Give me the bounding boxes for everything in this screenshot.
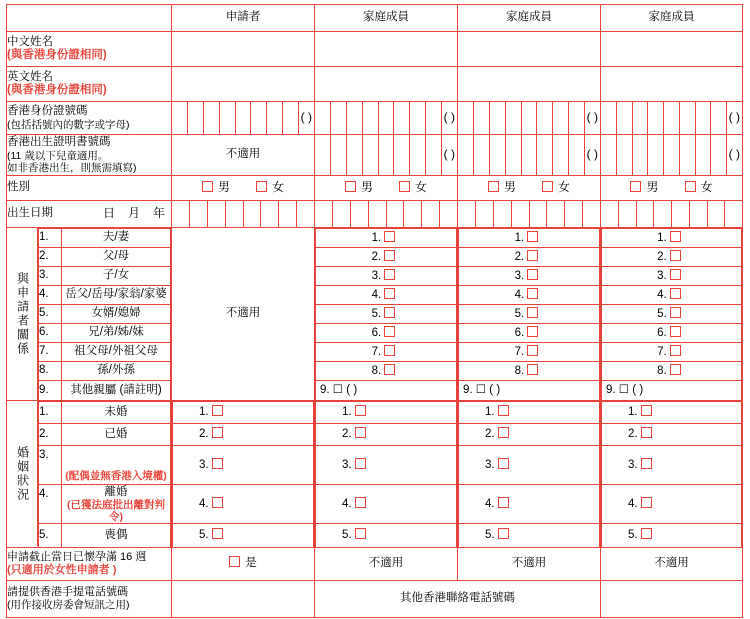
checkbox-icon[interactable] [384, 231, 395, 242]
english-name-line2: (與香港身份證相同) [7, 84, 107, 96]
label-pregnancy [7, 547, 172, 580]
pregnancy-line1: 申請截止當日已懷孕滿 16 週 [7, 550, 147, 563]
row-hkid [7, 102, 743, 135]
household-members-table [6, 4, 743, 618]
mobile-line1: 請提供香港手提電話號碼 [7, 586, 128, 599]
pregnancy-member1-na: 不適用 [315, 547, 458, 580]
english-name-member1-input[interactable] [315, 67, 458, 102]
english-name-applicant-input[interactable] [172, 67, 315, 102]
checkbox-icon[interactable] [384, 307, 395, 318]
other-contact-label: 其他香港聯絡電話號碼 [315, 580, 601, 617]
checkbox-icon[interactable] [212, 497, 223, 508]
row-pregnancy [7, 547, 743, 580]
relationship-item: 2. 父/母 [39, 248, 171, 267]
chinese-name-member1-input[interactable] [315, 32, 458, 67]
label-dob [7, 201, 172, 228]
sex-member1-female[interactable]: 女 [399, 181, 427, 195]
relationship-item: 7. 祖父母/外祖父母 [39, 343, 171, 362]
hkid-member3-input[interactable] [601, 102, 743, 135]
label-mobile-phone [7, 580, 172, 617]
chinese-name-line1: 中文姓名 [7, 35, 53, 48]
checkbox-icon[interactable] [670, 326, 681, 337]
birth-cert-member2-checkdigit: ( ) [586, 147, 598, 162]
checkbox-icon[interactable] [355, 458, 366, 469]
checkbox-icon[interactable] [670, 345, 681, 356]
relationship-item: 8. 孫/外孫 [39, 362, 171, 381]
row-relationship [7, 228, 743, 401]
checkbox-icon[interactable] [670, 231, 681, 242]
relationship-item: 4. 岳父/岳母/家翁/家婆 [39, 286, 171, 305]
checkbox-icon[interactable] [498, 528, 509, 539]
checkbox-icon[interactable] [542, 181, 553, 192]
marital-member3-options[interactable]: 1. 2. 3. 4. 5. [601, 401, 743, 548]
table-header-row [7, 5, 743, 32]
pregnancy-member3-na: 不適用 [601, 547, 743, 580]
checkbox-icon[interactable] [384, 288, 395, 299]
row-english-name [7, 67, 743, 102]
sex-applicant[interactable] [172, 176, 315, 201]
row-mobile-phone [7, 580, 743, 617]
relationship-member3-other[interactable]: 9. ☐ ( ) [602, 381, 742, 400]
hkid-line2: (包括括號內的數字或字母) [7, 118, 130, 131]
label-birth-cert [7, 135, 172, 176]
marital-applicant-options[interactable]: 1. 2. 3. 4. 5. [172, 401, 315, 548]
relationship-member2-options[interactable]: 1. 2. 3. 4. 5. 6. 7. 8. 9. ☐ ( ) [458, 228, 601, 401]
checkbox-icon[interactable] [384, 345, 395, 356]
dob-member2-input[interactable] [458, 201, 601, 228]
relationship-member1-other[interactable]: 9. ☐ ( ) [316, 381, 457, 400]
checkbox-icon[interactable] [527, 250, 538, 261]
hkid-member1-checkdigit: ( ) [443, 110, 455, 125]
hkid-member3-checkdigit: ( ) [728, 110, 740, 125]
dob-member1-input[interactable] [315, 201, 458, 228]
checkbox-icon[interactable] [384, 326, 395, 337]
checkbox-icon[interactable] [488, 181, 499, 192]
checkbox-icon[interactable] [685, 181, 696, 192]
sex-member1-male[interactable]: 男 [345, 181, 373, 195]
chinese-name-line2: (與香港身份證相同) [7, 49, 107, 61]
dob-unit-day: 日 [102, 206, 115, 221]
checkbox-icon[interactable] [384, 269, 395, 280]
checkbox-icon[interactable] [670, 269, 681, 280]
checkbox-icon[interactable] [527, 307, 538, 318]
mobile-phone-input[interactable] [172, 580, 315, 617]
checkbox-icon[interactable] [527, 288, 538, 299]
birth-cert-member2-input[interactable] [458, 135, 601, 176]
relationship-item: 5. 女婿/媳婦 [39, 305, 171, 324]
sex-applicant-male[interactable]: 男 [202, 181, 230, 195]
hkid-member2-checkdigit: ( ) [586, 110, 598, 125]
checkbox-icon[interactable] [498, 427, 509, 438]
english-name-member2-input[interactable] [458, 67, 601, 102]
header-member-2: 家庭成員 [458, 5, 601, 32]
checkbox-icon[interactable] [355, 497, 366, 508]
marital-member1-options[interactable]: 1. 2. 3. 4. 5. [315, 401, 458, 548]
relationship-item: 6. 兄/弟/姊/妹 [39, 324, 171, 343]
row-chinese-name [7, 32, 743, 67]
label-relationship-cell [7, 228, 172, 401]
checkbox-icon[interactable] [527, 231, 538, 242]
birth-cert-line3: 如非香港出生，則無需填寫) [7, 161, 137, 174]
label-sex: 性別 [7, 176, 172, 201]
checkbox-icon[interactable] [670, 307, 681, 318]
hkid-applicant-input[interactable] [172, 102, 315, 135]
checkbox-icon[interactable] [399, 181, 410, 192]
sex-member3[interactable] [601, 176, 743, 201]
birth-cert-member3-checkdigit: ( ) [728, 147, 740, 162]
sex-member1[interactable] [315, 176, 458, 201]
header-blank [7, 5, 172, 32]
checkbox-icon[interactable] [670, 250, 681, 261]
relationship-applicant-na: 不適用 [172, 228, 315, 401]
checkbox-icon[interactable] [527, 345, 538, 356]
english-name-line1: 英文姓名 [7, 70, 53, 83]
birth-cert-member3-input[interactable] [601, 135, 743, 176]
dob-label-text: 出生日期 [7, 207, 53, 220]
other-contact-input[interactable] [601, 580, 743, 617]
dob-member3-input[interactable] [601, 201, 743, 228]
checkbox-icon[interactable] [345, 181, 356, 192]
checkbox-icon[interactable] [641, 458, 652, 469]
header-member-3: 家庭成員 [601, 5, 743, 32]
hkid-member2-input[interactable] [458, 102, 601, 135]
checkbox-icon[interactable] [641, 427, 652, 438]
sex-member3-female[interactable]: 女 [685, 181, 713, 195]
birth-cert-member1-checkdigit: ( ) [443, 147, 455, 162]
label-chinese-name [7, 32, 172, 67]
checkbox-icon[interactable] [212, 427, 223, 438]
checkbox-icon[interactable] [527, 269, 538, 280]
checkbox-icon[interactable] [527, 364, 538, 375]
dob-applicant-input[interactable] [172, 201, 315, 228]
checkbox-icon[interactable] [212, 528, 223, 539]
label-english-name [7, 67, 172, 102]
checkbox-icon[interactable] [670, 364, 681, 375]
checkbox-icon[interactable] [384, 364, 395, 375]
row-marital-status [7, 401, 743, 548]
dob-unit-month: 月 [127, 206, 140, 221]
birth-cert-line1: 香港出生證明書號碼 [7, 136, 111, 149]
marital-vertical-label: 婚姻狀況 [7, 401, 38, 546]
checkbox-icon[interactable] [641, 405, 652, 416]
chinese-name-applicant-input[interactable] [172, 32, 315, 67]
checkbox-icon[interactable] [670, 288, 681, 299]
relationship-item: 1. 夫/妻 [39, 229, 171, 248]
checkbox-icon[interactable] [498, 458, 509, 469]
hkid-line1: 香港身份證號碼 [7, 105, 88, 118]
hkid-member1-input[interactable] [315, 102, 458, 135]
row-sex [7, 176, 743, 201]
pregnancy-line2: (只適用於女性申請者 ) [7, 563, 117, 576]
row-dob [7, 201, 743, 228]
relationship-member1-options[interactable]: 1. 2. 3. 4. 5. 6. 7. 8. 9. ☐ ( ) [315, 228, 458, 401]
header-applicant: 申請者 [172, 5, 315, 32]
checkbox-icon[interactable] [355, 405, 366, 416]
sex-member2-male[interactable]: 男 [488, 181, 516, 195]
checkbox-icon[interactable] [630, 181, 641, 192]
checkbox-icon[interactable] [212, 458, 223, 469]
header-member-1: 家庭成員 [315, 5, 458, 32]
checkbox-icon[interactable] [498, 497, 509, 508]
checkbox-icon[interactable] [641, 497, 652, 508]
relationship-item: 3. 子/女 [39, 267, 171, 286]
checkbox-icon[interactable] [498, 405, 509, 416]
birth-cert-member1-input[interactable] [315, 135, 458, 176]
relationship-item-list [38, 228, 171, 400]
marital-item-list: 1. 未婚 2. 已婚 3. (配偶並無香港入境權) 4. 離婚 (已獲法庭批出離對判令) 5. 喪偶 [38, 401, 171, 547]
birth-cert-applicant-na: 不適用 [172, 135, 315, 176]
label-hkid [7, 102, 172, 135]
pregnancy-member2-na: 不適用 [458, 547, 601, 580]
sex-applicant-female[interactable]: 女 [256, 181, 284, 195]
sex-member3-male[interactable]: 男 [630, 181, 658, 195]
relationship-vertical-label: 與申請者關係 [7, 228, 38, 400]
checkbox-icon[interactable] [229, 556, 240, 567]
english-name-member3-input[interactable] [601, 67, 743, 102]
sex-member2-female[interactable]: 女 [542, 181, 570, 195]
chinese-name-member3-input[interactable] [601, 32, 743, 67]
row-birth-cert [7, 135, 743, 176]
label-marital-cell [7, 401, 172, 548]
dob-unit-year: 年 [152, 206, 165, 221]
checkbox-icon[interactable] [641, 528, 652, 539]
form-sheet [0, 4, 750, 619]
checkbox-icon[interactable] [256, 181, 267, 192]
checkbox-icon[interactable] [384, 250, 395, 261]
relationship-member3-options[interactable]: 1. 2. 3. 4. 5. 6. 7. 8. 9. ☐ ( ) [601, 228, 743, 401]
relationship-member2-other[interactable]: 9. ☐ ( ) [459, 381, 600, 400]
relationship-item-other: 9. 其他親屬 (請註明) [39, 381, 171, 400]
checkbox-icon[interactable] [212, 405, 223, 416]
marital-member2-options[interactable]: 1. 2. 3. 4. 5. [458, 401, 601, 548]
sex-member2[interactable] [458, 176, 601, 201]
hkid-applicant-checkdigit: ( ) [300, 110, 312, 125]
checkbox-icon[interactable] [202, 181, 213, 192]
pregnancy-applicant-option[interactable]: 是 [172, 547, 315, 580]
checkbox-icon[interactable] [527, 326, 538, 337]
birth-cert-line2: (11 歲以下兒童適用。 [7, 149, 109, 162]
checkbox-icon[interactable] [355, 427, 366, 438]
checkbox-icon[interactable] [355, 528, 366, 539]
chinese-name-member2-input[interactable] [458, 32, 601, 67]
mobile-line2: (用作接收房委會短訊之用) [7, 598, 130, 611]
